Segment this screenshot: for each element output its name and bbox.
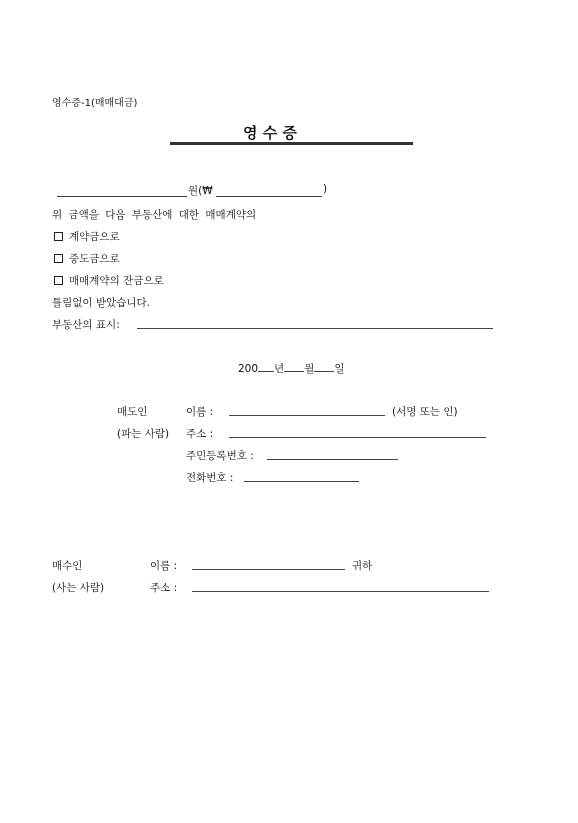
seller-sign-note: (서명 또는 인) [392,406,458,418]
seller-role: 매도인 [117,406,148,418]
option-balance-label: 매매계약의 잔금으로 [69,275,164,287]
day-field[interactable] [314,361,334,372]
option-interim-label: 중도금으로 [69,253,120,265]
option-balance[interactable] [54,273,164,288]
seller-id-label: 주민등록번호 : [186,450,254,462]
amount-close-paren: ) [323,183,328,195]
receipt-title: 영 수 증 [243,124,297,142]
seller-address-label: 주소 : [186,428,214,440]
date-year-prefix: 200 [238,363,259,375]
seller-name-label: 이름 : [186,406,214,418]
buyer-role-sub: (사는 사람) [52,582,105,594]
date-line [238,361,345,376]
date-day-label: 일 [334,363,345,375]
property-label: 부동산의 표시: [52,319,120,331]
seller-phone-field[interactable] [244,481,359,482]
checkbox-icon[interactable] [54,276,63,285]
month-field[interactable] [284,361,304,372]
seller-phone-label: 전화번호 : [186,472,234,484]
buyer-honorific: 귀하 [352,560,373,572]
year-field[interactable] [258,361,274,372]
intro-text: 위 금액을 다음 부동산에 대한 매매계약의 [52,209,257,221]
buyer-name-field[interactable] [192,569,345,570]
buyer-address-label: 주소 : [150,582,178,594]
checkbox-icon[interactable] [54,232,63,241]
option-deposit[interactable] [54,229,120,244]
amount-korean-field[interactable] [57,196,187,197]
option-interim[interactable] [54,251,120,266]
property-field[interactable] [137,328,493,329]
confirm-text: 틀림없이 받았습니다. [52,297,150,309]
seller-name-field[interactable] [229,415,385,416]
date-month-label: 월 [304,363,315,375]
amount-number-field[interactable] [216,196,322,197]
buyer-role: 매수인 [52,560,83,572]
date-year-label: 년 [274,363,285,375]
checkbox-icon[interactable] [54,254,63,263]
seller-id-field[interactable] [267,459,398,460]
option-deposit-label: 계약금으로 [69,231,120,243]
seller-address-field[interactable] [229,437,486,438]
buyer-name-label: 이름 : [150,560,178,572]
won-label: 원(₩ [188,185,213,197]
form-code: 영수증-1(매매대금) [52,98,138,109]
seller-role-sub: (파는 사람) [117,428,170,440]
buyer-address-field[interactable] [192,591,489,592]
title-underline [170,142,413,145]
